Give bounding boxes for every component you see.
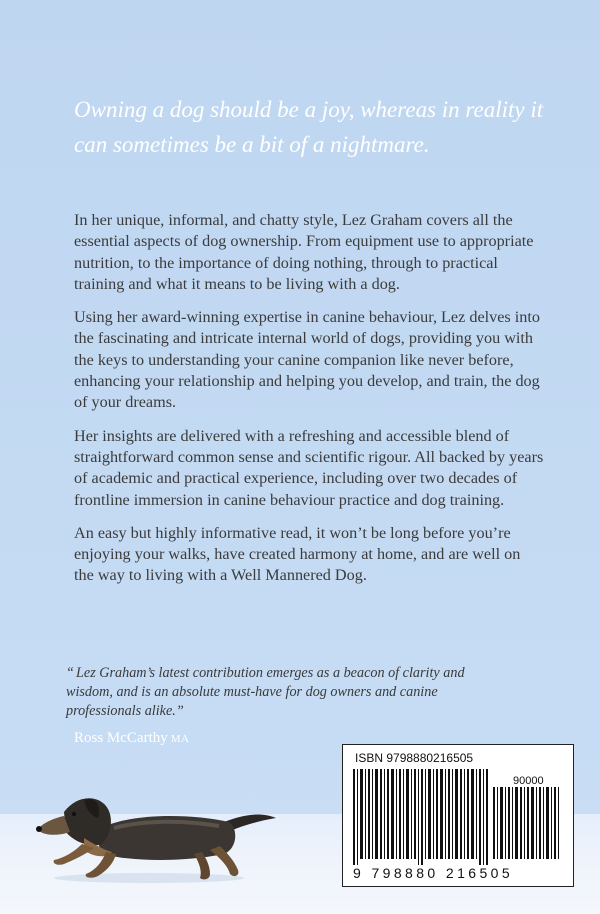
running-dachshund-illustration xyxy=(24,782,284,887)
quote-attribution xyxy=(74,730,189,747)
blurb-paragraph: Using her award-winning expertise in canine behaviour, Lez delves into the fascinating and intricate internal world of dogs, providing you with the keys to understanding your canine companion like never before, enhancing your relationship and helping you develop, and train, the dog of your dreams. xyxy=(74,308,540,412)
quote-text: Lez Graham’s latest contribution emerges as a beacon of clarity and wisdom, and is an absolute must-have for dog owners and canine professionals alike.” xyxy=(66,665,465,719)
barcode-digits: 9 798880 216505 xyxy=(353,865,513,881)
blurb-paragraph: In her unique, informal, and chatty style, Lez Graham covers all the essential aspects of dog ownership. From equipment use to appropriate nutrition, to the importance of doing nothing, through to practical training and what it means to be living with a dog. xyxy=(74,211,534,293)
blurb xyxy=(74,210,544,599)
price-code: 90000 xyxy=(513,775,544,787)
quote-mark: “ xyxy=(66,665,74,681)
blurb-paragraph: Her insights are delivered with a refreshing and accessible blend of straightforward common sense and scientific rigour. All backed by years of academic and practical experience, including over two decades of frontline immersion in canine behaviour practice and dog training. xyxy=(74,426,544,509)
blurb-paragraph: An easy but highly informative read, it won’t be long before you’re enjoying your walks, have created harmony at home, and are well on the way to living with a Well Mannered Dog. xyxy=(74,523,521,585)
isbn-barcode xyxy=(342,744,574,887)
quote-author: Ross McCarthy xyxy=(74,730,168,746)
isbn-label: ISBN 9798880216505 xyxy=(355,751,474,765)
tagline: Owning a dog should be a joy, whereas in reality it can sometimes be a bit of a nightmare. xyxy=(74,97,544,157)
endorsement-quote xyxy=(66,664,466,721)
author-credentials: MA xyxy=(170,733,190,745)
